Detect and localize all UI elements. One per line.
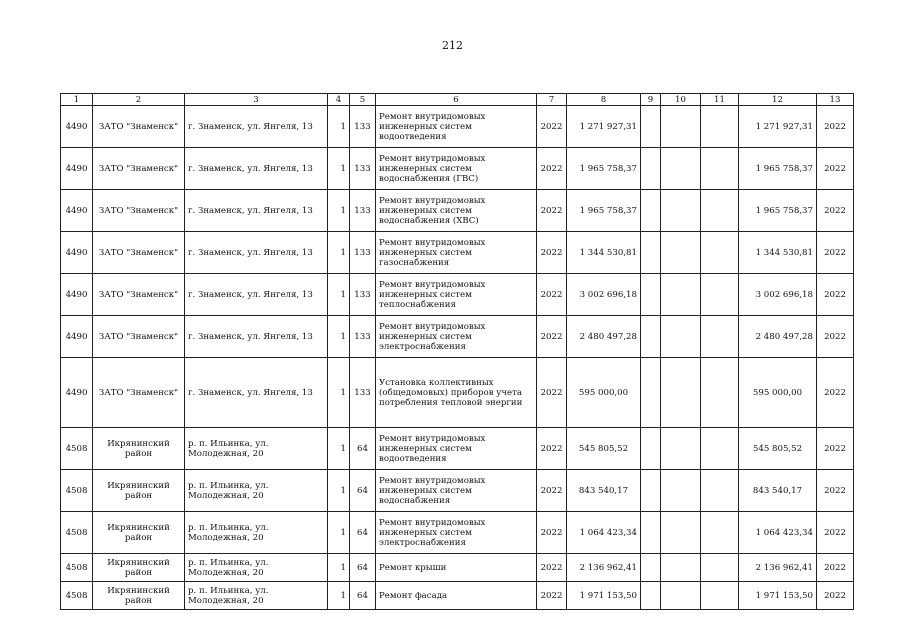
column-header: 1 — [61, 94, 93, 106]
cell-col11 — [701, 428, 739, 470]
cell-address: р. п. Ильинка, ул. Молодежная, 20 — [185, 582, 328, 610]
cell-municipality-code: 4508 — [61, 512, 93, 554]
table-row — [61, 274, 854, 316]
cell-municipality: Икрянинский район — [93, 582, 185, 610]
cell-municipality-code: 4490 — [61, 358, 93, 428]
cell-cost-total: 2 480 497,28 — [739, 316, 817, 358]
cell-year: 2022 — [537, 470, 567, 512]
cell-col10 — [661, 554, 701, 582]
cell-col11 — [701, 358, 739, 428]
cell-cost-total: 1 965 758,37 — [739, 148, 817, 190]
cell-col9 — [641, 148, 661, 190]
cell-cost: 1 965 758,37 — [567, 190, 641, 232]
cell-municipality: Икрянинский район — [93, 512, 185, 554]
cell-address: р. п. Ильинка, ул. Молодежная, 20 — [185, 554, 328, 582]
cell-completion-year: 2022 — [817, 190, 854, 232]
cell-address: г. Знаменск, ул. Янгеля, 13 — [185, 358, 328, 428]
cell-col4: 1 — [328, 106, 350, 148]
cell-municipality: Икрянинский район — [93, 554, 185, 582]
cell-col4: 1 — [328, 190, 350, 232]
cell-col9 — [641, 582, 661, 610]
cell-year: 2022 — [537, 512, 567, 554]
cell-year: 2022 — [537, 232, 567, 274]
cell-col9 — [641, 106, 661, 148]
cell-cost: 1 344 530,81 — [567, 232, 641, 274]
cell-municipality-code: 4508 — [61, 554, 93, 582]
table-row — [61, 148, 854, 190]
cell-municipality: ЗАТО "Знаменск" — [93, 316, 185, 358]
cell-cost-total: 1 965 758,37 — [739, 190, 817, 232]
page-number: 212 — [442, 39, 463, 52]
cell-col11 — [701, 554, 739, 582]
cell-col10 — [661, 106, 701, 148]
cell-cost: 1 971 153,50 — [567, 582, 641, 610]
cell-municipality: ЗАТО "Знаменск" — [93, 148, 185, 190]
table-row — [61, 512, 854, 554]
cell-col11 — [701, 106, 739, 148]
cell-municipality: Икрянинский район — [93, 428, 185, 470]
cell-cost-total: 1 271 927,31 — [739, 106, 817, 148]
cell-col5: 133 — [350, 316, 376, 358]
cell-municipality-code: 4490 — [61, 106, 93, 148]
cell-col11 — [701, 190, 739, 232]
cell-year: 2022 — [537, 316, 567, 358]
cell-year: 2022 — [537, 582, 567, 610]
cell-col5: 64 — [350, 512, 376, 554]
cell-col4: 1 — [328, 358, 350, 428]
cell-municipality-code: 4490 — [61, 274, 93, 316]
cell-cost-total: 545 805,52 — [739, 428, 817, 470]
cell-work-type: Ремонт внутридомовых инженерных систем водоснабжения (ХВС) — [376, 190, 537, 232]
cell-col9 — [641, 470, 661, 512]
cell-completion-year: 2022 — [817, 512, 854, 554]
cell-col9 — [641, 512, 661, 554]
cell-work-type: Ремонт внутридомовых инженерных систем водоснабжения — [376, 470, 537, 512]
cell-address: р. п. Ильинка, ул. Молодежная, 20 — [185, 512, 328, 554]
repair-program-table — [60, 93, 854, 610]
cell-col9 — [641, 316, 661, 358]
cell-work-type: Ремонт внутридомовых инженерных систем водоснабжения (ГВС) — [376, 148, 537, 190]
cell-municipality-code: 4490 — [61, 232, 93, 274]
cell-municipality-code: 4508 — [61, 470, 93, 512]
cell-work-type: Ремонт внутридомовых инженерных систем газоснабжения — [376, 232, 537, 274]
cell-col9 — [641, 232, 661, 274]
cell-municipality: ЗАТО "Знаменск" — [93, 274, 185, 316]
cell-col4: 1 — [328, 470, 350, 512]
cell-completion-year: 2022 — [817, 106, 854, 148]
cell-completion-year: 2022 — [817, 470, 854, 512]
cell-col4: 1 — [328, 232, 350, 274]
cell-col5: 133 — [350, 274, 376, 316]
cell-col10 — [661, 582, 701, 610]
cell-municipality: ЗАТО "Знаменск" — [93, 190, 185, 232]
cell-col11 — [701, 582, 739, 610]
column-header: 2 — [93, 94, 185, 106]
table-row — [61, 232, 854, 274]
column-header: 12 — [739, 94, 817, 106]
table-row — [61, 470, 854, 512]
cell-col4: 1 — [328, 554, 350, 582]
column-header: 13 — [817, 94, 854, 106]
cell-year: 2022 — [537, 358, 567, 428]
column-header: 10 — [661, 94, 701, 106]
cell-cost-total: 1 971 153,50 — [739, 582, 817, 610]
cell-cost-total: 1 064 423,34 — [739, 512, 817, 554]
cell-col5: 133 — [350, 358, 376, 428]
cell-col4: 1 — [328, 428, 350, 470]
cell-col5: 133 — [350, 232, 376, 274]
cell-cost-total: 2 136 962,41 — [739, 554, 817, 582]
cell-cost: 2 136 962,41 — [567, 554, 641, 582]
cell-municipality: ЗАТО "Знаменск" — [93, 358, 185, 428]
cell-col4: 1 — [328, 148, 350, 190]
cell-cost-total: 843 540,17 — [739, 470, 817, 512]
cell-col4: 1 — [328, 582, 350, 610]
cell-col5: 64 — [350, 554, 376, 582]
cell-col10 — [661, 428, 701, 470]
cell-work-type: Ремонт внутридомовых инженерных систем электроснабжения — [376, 512, 537, 554]
cell-address: г. Знаменск, ул. Янгеля, 13 — [185, 148, 328, 190]
column-header: 9 — [641, 94, 661, 106]
table-body — [61, 106, 854, 610]
cell-cost: 1 965 758,37 — [567, 148, 641, 190]
cell-col10 — [661, 316, 701, 358]
cell-col11 — [701, 274, 739, 316]
cell-year: 2022 — [537, 190, 567, 232]
cell-municipality-code: 4490 — [61, 190, 93, 232]
column-header: 4 — [328, 94, 350, 106]
cell-municipality-code: 4508 — [61, 428, 93, 470]
table-row — [61, 358, 854, 428]
cell-work-type: Установка коллективных (общедомовых) приборов учета потребления тепловой энергии — [376, 358, 537, 428]
cell-work-type: Ремонт внутридомовых инженерных систем водоотведения — [376, 106, 537, 148]
cell-address: г. Знаменск, ул. Янгеля, 13 — [185, 190, 328, 232]
cell-col11 — [701, 148, 739, 190]
cell-work-type: Ремонт внутридомовых инженерных систем электроснабжения — [376, 316, 537, 358]
table-row — [61, 190, 854, 232]
column-header: 6 — [376, 94, 537, 106]
column-header: 3 — [185, 94, 328, 106]
cell-completion-year: 2022 — [817, 148, 854, 190]
cell-address: р. п. Ильинка, ул. Молодежная, 20 — [185, 428, 328, 470]
cell-address: г. Знаменск, ул. Янгеля, 13 — [185, 274, 328, 316]
table-row — [61, 428, 854, 470]
cell-col4: 1 — [328, 512, 350, 554]
cell-address: р. п. Ильинка, ул. Молодежная, 20 — [185, 470, 328, 512]
column-header: 8 — [567, 94, 641, 106]
cell-completion-year: 2022 — [817, 554, 854, 582]
cell-col10 — [661, 148, 701, 190]
cell-municipality: ЗАТО "Знаменск" — [93, 106, 185, 148]
cell-col5: 64 — [350, 470, 376, 512]
cell-col11 — [701, 512, 739, 554]
cell-year: 2022 — [537, 106, 567, 148]
cell-col9 — [641, 554, 661, 582]
cell-work-type: Ремонт внутридомовых инженерных систем теплоснабжения — [376, 274, 537, 316]
cell-col5: 64 — [350, 582, 376, 610]
cell-completion-year: 2022 — [817, 316, 854, 358]
table-row — [61, 582, 854, 610]
cell-year: 2022 — [537, 148, 567, 190]
cell-col5: 64 — [350, 428, 376, 470]
cell-cost: 843 540,17 — [567, 470, 641, 512]
cell-col9 — [641, 274, 661, 316]
cell-col9 — [641, 190, 661, 232]
cell-cost: 2 480 497,28 — [567, 316, 641, 358]
cell-cost: 1 064 423,34 — [567, 512, 641, 554]
cell-year: 2022 — [537, 274, 567, 316]
cell-municipality: Икрянинский район — [93, 470, 185, 512]
column-header: 7 — [537, 94, 567, 106]
cell-cost: 545 805,52 — [567, 428, 641, 470]
cell-cost-total: 3 002 696,18 — [739, 274, 817, 316]
table-row — [61, 316, 854, 358]
cell-cost-total: 1 344 530,81 — [739, 232, 817, 274]
cell-col9 — [641, 428, 661, 470]
cell-col10 — [661, 190, 701, 232]
cell-address: г. Знаменск, ул. Янгеля, 13 — [185, 232, 328, 274]
cell-year: 2022 — [537, 428, 567, 470]
cell-cost: 595 000,00 — [567, 358, 641, 428]
cell-completion-year: 2022 — [817, 428, 854, 470]
cell-col5: 133 — [350, 106, 376, 148]
column-header: 11 — [701, 94, 739, 106]
cell-col4: 1 — [328, 274, 350, 316]
cell-municipality: ЗАТО "Знаменск" — [93, 232, 185, 274]
cell-col11 — [701, 232, 739, 274]
table-row — [61, 106, 854, 148]
cell-address: г. Знаменск, ул. Янгеля, 13 — [185, 316, 328, 358]
cell-cost: 3 002 696,18 — [567, 274, 641, 316]
cell-year: 2022 — [537, 554, 567, 582]
column-header: 5 — [350, 94, 376, 106]
cell-col11 — [701, 316, 739, 358]
cell-municipality-code: 4490 — [61, 148, 93, 190]
cell-col5: 133 — [350, 148, 376, 190]
cell-col10 — [661, 470, 701, 512]
cell-col9 — [641, 358, 661, 428]
cell-cost: 1 271 927,31 — [567, 106, 641, 148]
cell-completion-year: 2022 — [817, 582, 854, 610]
cell-address: г. Знаменск, ул. Янгеля, 13 — [185, 106, 328, 148]
cell-completion-year: 2022 — [817, 274, 854, 316]
cell-col10 — [661, 358, 701, 428]
cell-col10 — [661, 512, 701, 554]
cell-col5: 133 — [350, 190, 376, 232]
cell-completion-year: 2022 — [817, 358, 854, 428]
cell-work-type: Ремонт фасада — [376, 582, 537, 610]
column-number-row — [61, 94, 854, 106]
cell-municipality-code: 4508 — [61, 582, 93, 610]
cell-cost-total: 595 000,00 — [739, 358, 817, 428]
cell-col10 — [661, 274, 701, 316]
cell-col11 — [701, 470, 739, 512]
cell-col4: 1 — [328, 316, 350, 358]
table-row — [61, 554, 854, 582]
cell-work-type: Ремонт крыши — [376, 554, 537, 582]
cell-completion-year: 2022 — [817, 232, 854, 274]
cell-col10 — [661, 232, 701, 274]
cell-municipality-code: 4490 — [61, 316, 93, 358]
cell-work-type: Ремонт внутридомовых инженерных систем водоотведения — [376, 428, 537, 470]
